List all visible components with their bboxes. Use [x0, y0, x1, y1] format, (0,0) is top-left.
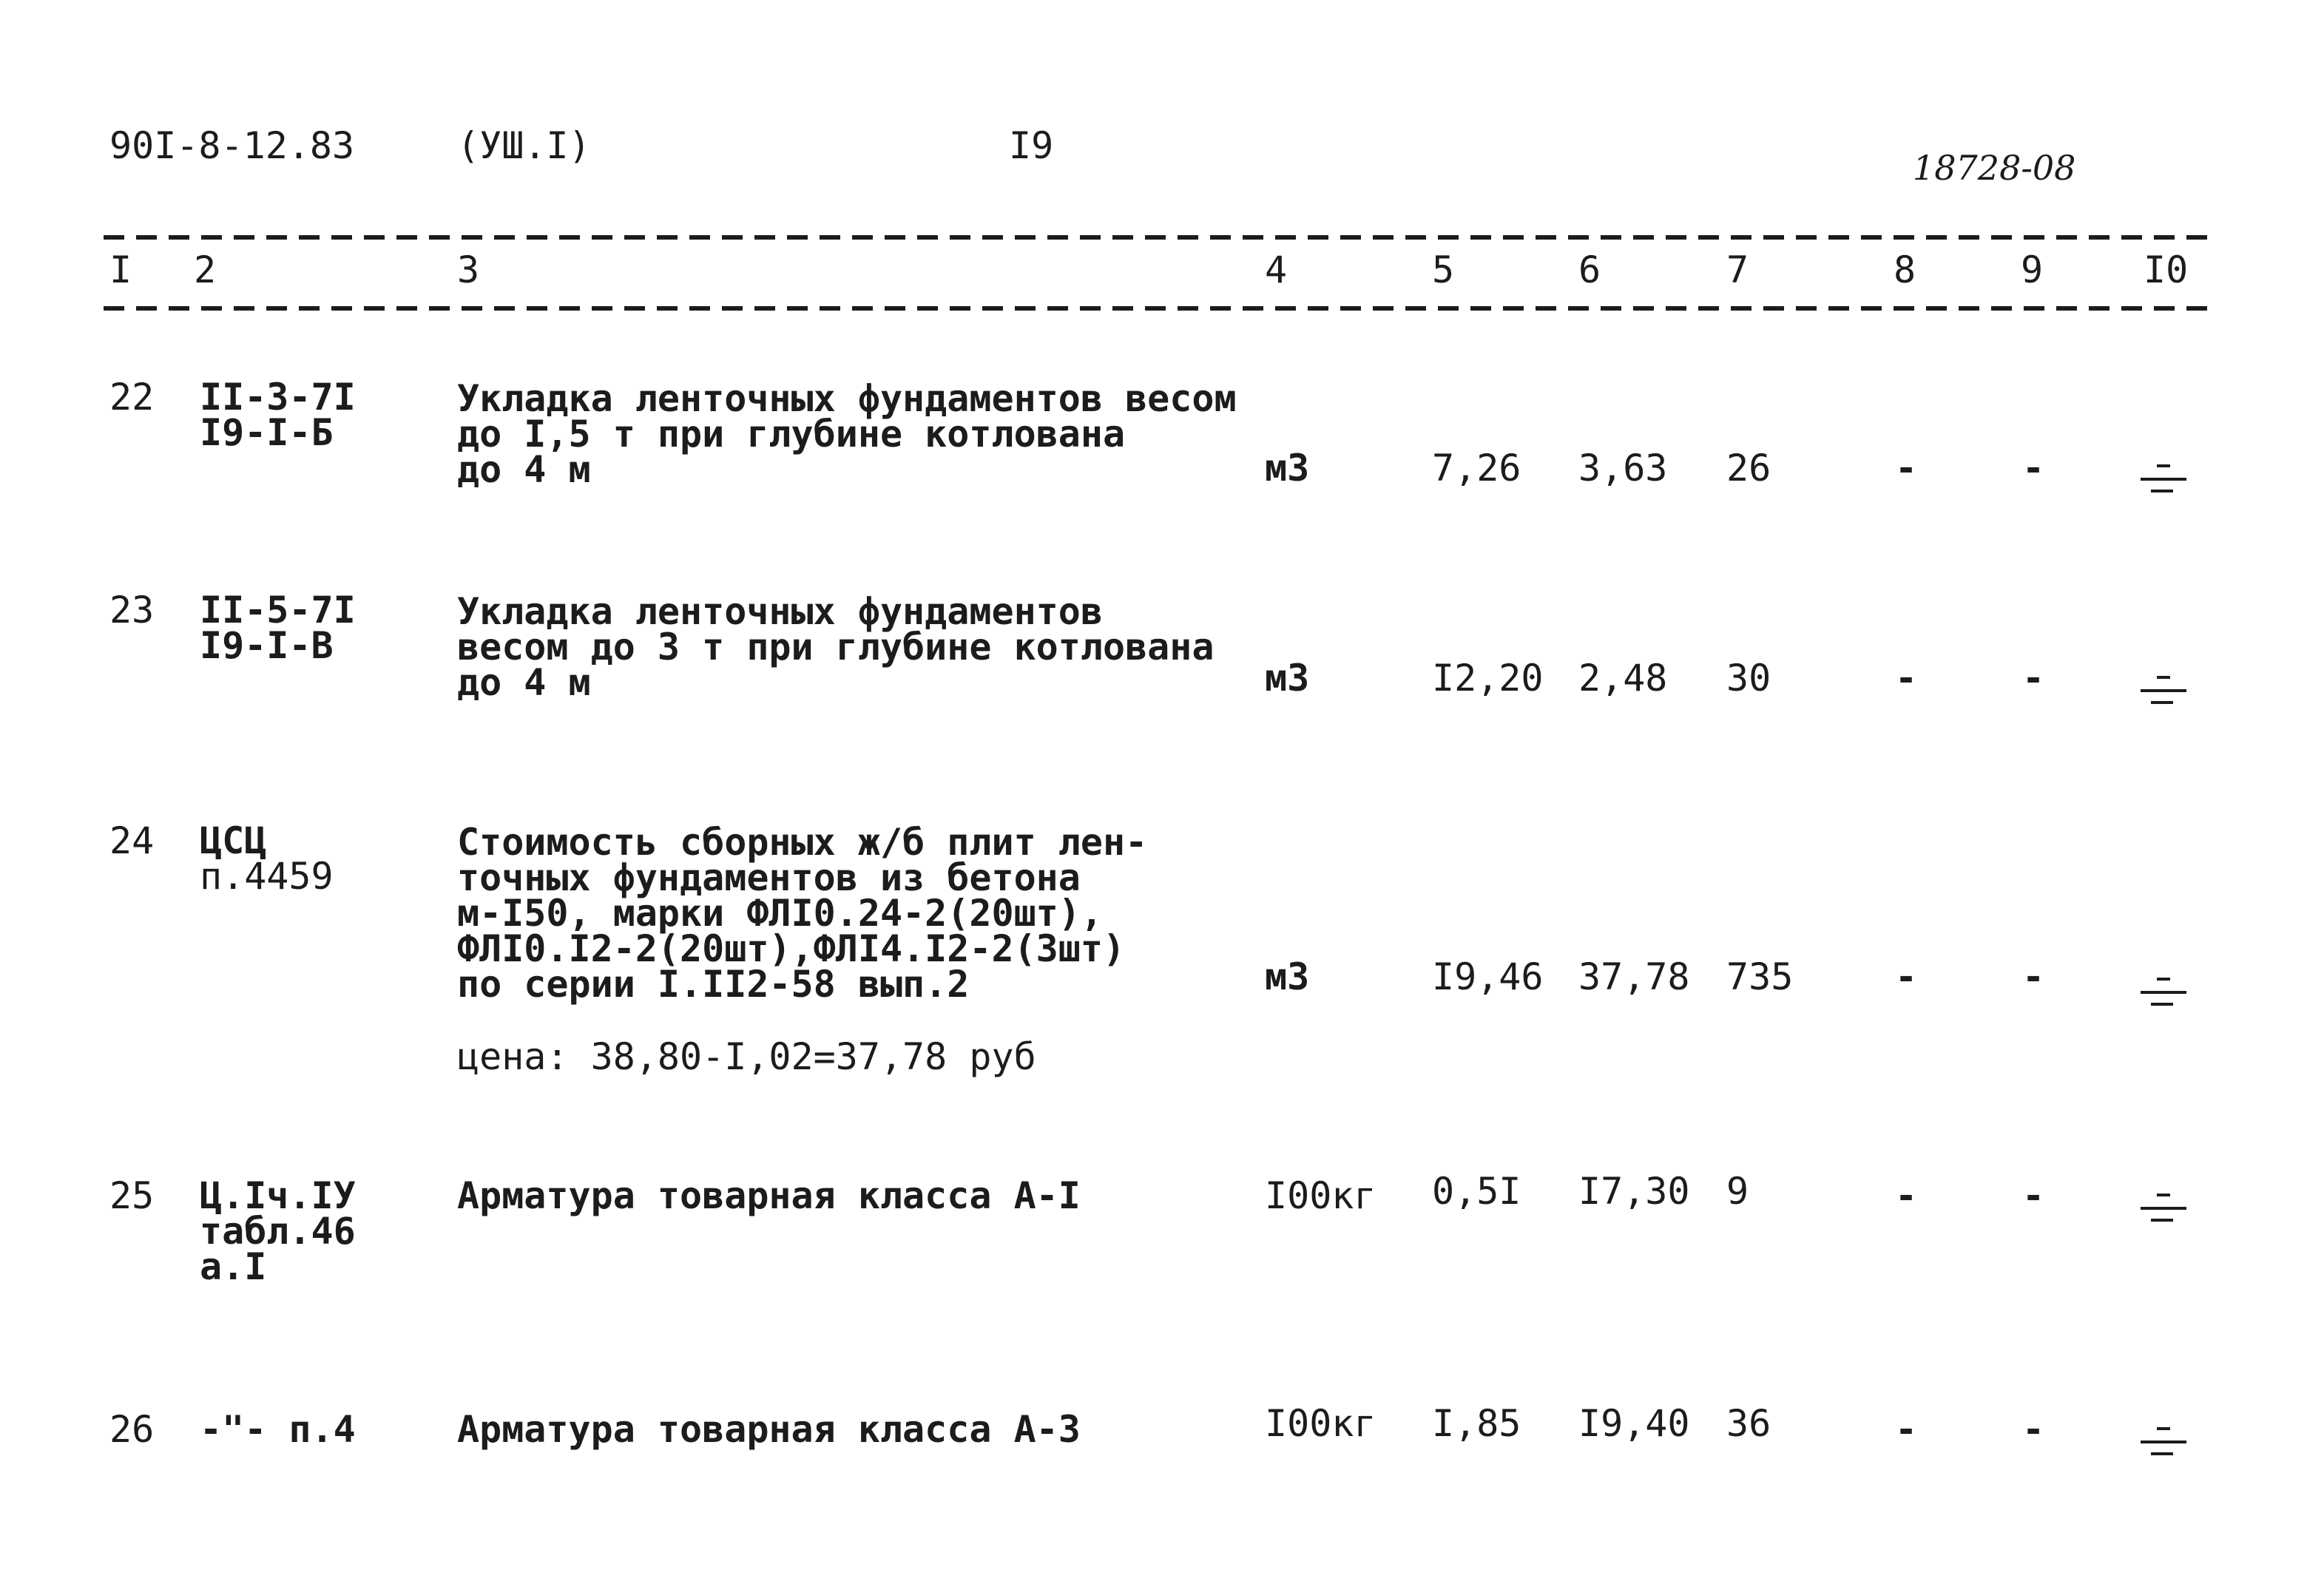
row-code-line: Ц.Iч.IУ — [200, 1174, 356, 1217]
col-header-5: 5 — [1432, 248, 1455, 291]
row-description-line: Арматура товарная класса А-3 — [457, 1408, 1081, 1451]
row-quantity: 0,5I — [1432, 1170, 1521, 1213]
row-cost: 26 — [1726, 447, 1771, 490]
col-header-2: 2 — [194, 248, 217, 291]
row-unit: I00кг — [1265, 1174, 1377, 1217]
row-col8: - — [1895, 447, 1918, 490]
row-col9: - — [2022, 1174, 2045, 1217]
ditto-mark-text: = — [2149, 927, 2151, 929]
row-description-line: весом до 3 т при глубине котлована — [457, 626, 1215, 668]
ditto-mark-text: = — [2149, 1377, 2151, 1378]
row-number: 25 — [109, 1174, 155, 1217]
row-description-line: Арматура товарная класса А-I — [457, 1174, 1081, 1217]
row-cost: 36 — [1726, 1402, 1771, 1445]
row-quantity: I9,46 — [1432, 955, 1544, 998]
row-code-line: -"- п.4 — [200, 1408, 356, 1451]
row-code-line: п.4459 — [200, 855, 334, 898]
row-unit: м3 — [1265, 657, 1310, 700]
row-unit-price: 3,63 — [1578, 447, 1668, 490]
row-code-line: I9-I-Б — [200, 411, 334, 454]
row-number: 24 — [109, 819, 155, 862]
row-description-line: до 4 м — [457, 661, 591, 704]
col-header-7: 7 — [1726, 248, 1749, 291]
row-number: 26 — [109, 1408, 155, 1451]
ditto-mark — [2141, 464, 2186, 501]
col-header-6: 6 — [1578, 248, 1601, 291]
row-quantity: 7,26 — [1432, 447, 1521, 490]
row-unit-price: I9,40 — [1578, 1402, 1690, 1445]
document-code: 90I-8-12.83 — [109, 124, 355, 167]
row-col8: - — [1895, 657, 1918, 700]
row-col8: - — [1895, 1408, 1918, 1451]
col-header-8: 8 — [1894, 248, 1916, 291]
row-description-line: точных фундаментов из бетона — [457, 856, 1081, 899]
row-unit: м3 — [1265, 447, 1310, 490]
row-code-line: II-5-7I — [200, 589, 356, 632]
ditto-mark — [2141, 1427, 2186, 1464]
col-header-3: 3 — [457, 248, 480, 291]
row-code-line: а.I — [200, 1245, 267, 1288]
row-description-line: до I,5 т при глубине котлована — [457, 413, 1126, 456]
section-label: (УШ.I) — [457, 124, 591, 167]
row-number: 23 — [109, 589, 155, 632]
row-col9: - — [2022, 955, 2045, 998]
page-number: I9 — [1009, 124, 1054, 167]
ditto-mark-text: = — [2149, 1143, 2151, 1145]
col-header-1: I — [109, 248, 132, 291]
row-unit-price: 2,48 — [1578, 657, 1668, 700]
col-header-9: 9 — [2021, 248, 2044, 291]
row-unit: I00кг — [1265, 1402, 1377, 1445]
row-col9: - — [2022, 657, 2045, 700]
row-code-line: ЦСЦ — [200, 819, 267, 862]
row-col9: - — [2022, 447, 2045, 490]
row-unit-price: I7,30 — [1578, 1170, 1690, 1213]
handwritten-number: 18728-08 — [1913, 148, 2076, 188]
header-rule-top — [104, 235, 2219, 240]
row-description-line: Стоимость сборных ж/б плит лен- — [457, 821, 1148, 864]
header-rule-bottom — [104, 306, 2219, 311]
row-quantity: I,85 — [1432, 1402, 1521, 1445]
row-unit: м3 — [1265, 955, 1310, 998]
ditto-mark-text: = — [2149, 414, 2151, 416]
row-cost: 9 — [1726, 1170, 1749, 1213]
ditto-mark — [2141, 676, 2186, 713]
ditto-mark — [2141, 978, 2186, 1015]
col-header-4: 4 — [1265, 248, 1288, 291]
row-description-line: ФЛI0.I2-2(20шт),ФЛI4.I2-2(3шт) — [457, 927, 1126, 970]
row-price-note: цена: 38,80-I,02=37,78 руб — [457, 1035, 1036, 1078]
row-col8: - — [1895, 1174, 1918, 1217]
row-description-line: Укладка ленточных фундаментов — [457, 590, 1103, 633]
ditto-mark — [2141, 1194, 2186, 1230]
row-code-line: табл.46 — [200, 1210, 356, 1253]
row-unit-price: 37,78 — [1578, 955, 1690, 998]
row-description-line: м-I50, марки ФЛI0.24-2(20шт), — [457, 892, 1103, 935]
row-code-line: I9-I-В — [200, 624, 334, 667]
row-description-line: по серии I.II2-58 вып.2 — [457, 963, 970, 1006]
row-code-line: II-3-7I — [200, 376, 356, 419]
row-cost: 30 — [1726, 657, 1771, 700]
row-col8: - — [1895, 955, 1918, 998]
row-description-line: до 4 м — [457, 448, 591, 491]
ditto-mark-text: = — [2149, 626, 2151, 627]
row-cost: 735 — [1726, 955, 1794, 998]
row-quantity: I2,20 — [1432, 657, 1544, 700]
row-number: 22 — [109, 376, 155, 419]
col-header-10: I0 — [2144, 248, 2189, 291]
row-description-line: Укладка ленточных фундаментов весом — [457, 377, 1237, 420]
row-col9: - — [2022, 1408, 2045, 1451]
